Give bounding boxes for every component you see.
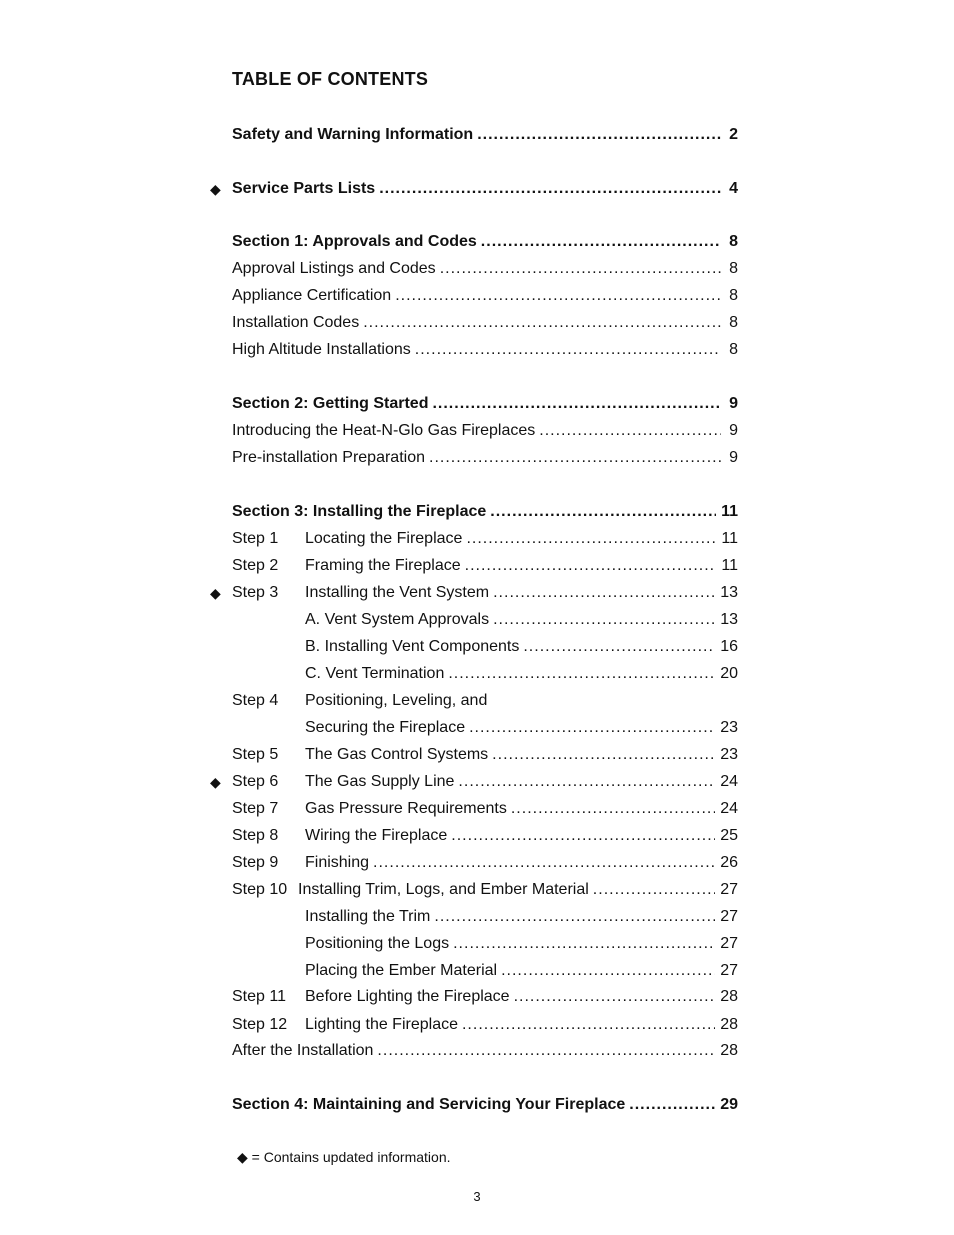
toc-label: Positioning, Leveling, and xyxy=(305,692,488,709)
toc-page: 26 xyxy=(720,854,738,871)
toc-page: 20 xyxy=(720,665,738,682)
toc-page: 2 xyxy=(729,126,738,143)
toc-label: Introducing the Heat-N-Glo Gas Fireplaces xyxy=(232,422,536,439)
dot-leader xyxy=(373,852,715,874)
toc-label: Pre-installation Preparation xyxy=(232,449,425,466)
dot-leader xyxy=(434,906,715,928)
dot-leader xyxy=(490,501,716,523)
toc-page: 11 xyxy=(721,503,738,520)
step-number: Step 9 xyxy=(232,854,279,871)
toc-page: 23 xyxy=(720,746,738,763)
step-number: Step 11 xyxy=(232,988,286,1005)
step-number: Step 2 xyxy=(232,557,279,574)
toc-entry[interactable] xyxy=(232,339,738,361)
toc-entry-step[interactable] xyxy=(232,879,738,901)
step-number: Step 12 xyxy=(232,1016,288,1033)
toc-page: 9 xyxy=(729,449,738,466)
toc-label: Section 3: Installing the Fireplace xyxy=(232,503,487,520)
toc-entry[interactable] xyxy=(232,420,738,442)
updated-marker-icon: ◆ xyxy=(210,181,221,197)
toc-label: Positioning the Logs xyxy=(305,935,450,952)
toc-entry-section-1[interactable] xyxy=(232,231,738,253)
toc-label: High Altitude Installations xyxy=(232,341,411,358)
toc-page: 9 xyxy=(729,422,738,439)
toc-page: 13 xyxy=(720,611,738,628)
toc-entry-substep[interactable] xyxy=(305,636,738,658)
dot-leader xyxy=(377,1040,715,1062)
dot-leader xyxy=(539,420,721,442)
toc-page: 4 xyxy=(729,180,738,197)
toc-entry-step[interactable] xyxy=(232,744,738,766)
toc-page: 8 xyxy=(729,341,738,358)
dot-leader xyxy=(511,798,715,820)
toc-entry-step[interactable] xyxy=(232,1014,738,1036)
toc-label: Finishing xyxy=(305,854,370,871)
toc-entry-section-3[interactable] xyxy=(232,501,738,523)
toc-entry-step[interactable] xyxy=(232,771,738,793)
dot-leader xyxy=(395,285,721,307)
toc-page: 25 xyxy=(720,827,738,844)
toc-entry-step[interactable] xyxy=(232,690,487,712)
dot-leader xyxy=(432,393,721,415)
toc-label: Lighting the Fireplace xyxy=(305,1016,458,1033)
toc-label: Gas Pressure Requirements xyxy=(305,800,507,817)
toc-page: 27 xyxy=(720,962,738,979)
toc-entry[interactable] xyxy=(232,447,738,469)
dot-leader xyxy=(462,1014,715,1036)
toc-entry-safety[interactable] xyxy=(232,124,738,146)
toc-entry-substep[interactable] xyxy=(305,906,738,928)
step-number: Step 3 xyxy=(232,584,279,601)
toc-page: 29 xyxy=(720,1096,738,1113)
toc-label: A. Vent System Approvals xyxy=(305,611,490,628)
updated-marker-icon: ◆ xyxy=(210,774,221,790)
toc-page: 8 xyxy=(729,314,738,331)
dot-leader xyxy=(629,1094,715,1116)
toc-page: 8 xyxy=(729,287,738,304)
toc-label: Appliance Certification xyxy=(232,287,392,304)
toc-entry-step[interactable] xyxy=(232,825,738,847)
dot-leader xyxy=(593,879,715,901)
toc-label: Approval Listings and Codes xyxy=(232,260,436,277)
dot-leader xyxy=(501,960,715,982)
dot-leader xyxy=(493,609,715,631)
toc-entry-step[interactable] xyxy=(232,852,738,874)
step-number: Step 7 xyxy=(232,800,279,817)
dot-leader xyxy=(481,231,721,253)
dot-leader xyxy=(440,258,721,280)
toc-page: 28 xyxy=(720,1016,738,1033)
dot-leader xyxy=(415,339,721,361)
step-number: Step 10 xyxy=(232,881,288,898)
page-title: TABLE OF CONTENTS xyxy=(232,69,429,89)
toc-page: 28 xyxy=(720,988,738,1005)
step-number: Step 4 xyxy=(232,692,279,709)
dot-leader xyxy=(448,663,715,685)
toc-label: After the Installation xyxy=(232,1042,374,1059)
dot-leader xyxy=(523,636,715,658)
toc-page: 27 xyxy=(720,908,738,925)
toc-page: 11 xyxy=(721,530,738,547)
dot-leader xyxy=(492,744,715,766)
dot-leader xyxy=(429,447,721,469)
toc-page: 8 xyxy=(729,260,738,277)
dot-leader xyxy=(469,717,715,739)
toc-label: Installing the Trim xyxy=(305,908,431,925)
toc-page: 23 xyxy=(720,719,738,736)
toc-label: Before Lighting the Fireplace xyxy=(305,988,510,1005)
dot-leader xyxy=(451,825,715,847)
toc-entry-section-2[interactable] xyxy=(232,393,738,415)
toc-label: Section 1: Approvals and Codes xyxy=(232,233,477,250)
step-number: Step 5 xyxy=(232,746,279,763)
toc-page: 9 xyxy=(729,395,738,412)
toc-entry-substep[interactable] xyxy=(305,609,738,631)
dot-leader xyxy=(465,555,717,577)
dot-leader xyxy=(453,933,715,955)
toc-label: Installing Trim, Logs, and Ember Material xyxy=(298,881,589,898)
toc-entry-substep[interactable] xyxy=(305,663,738,685)
toc-label: The Gas Control Systems xyxy=(305,746,489,763)
step-number: Step 8 xyxy=(232,827,279,844)
toc-label: Section 2: Getting Started xyxy=(232,395,429,412)
toc-label: B. Installing Vent Components xyxy=(305,638,520,655)
toc-label: The Gas Supply Line xyxy=(305,773,455,790)
dot-leader xyxy=(477,124,721,146)
toc-entry-step[interactable] xyxy=(232,555,738,577)
toc-entry-step[interactable] xyxy=(232,528,738,550)
page-number: 3 xyxy=(473,1189,481,1204)
dot-leader xyxy=(493,582,715,604)
toc-entry-substep[interactable] xyxy=(305,717,738,739)
toc-page: 13 xyxy=(720,584,738,601)
toc-entry-parts[interactable] xyxy=(232,178,738,200)
step-number: Step 6 xyxy=(232,773,279,790)
toc-label: Framing the Fireplace xyxy=(305,557,461,574)
toc-page: 27 xyxy=(720,881,738,898)
toc-label: Wiring the Fireplace xyxy=(305,827,448,844)
toc-entry-step[interactable] xyxy=(232,986,738,1008)
toc-label: Section 4: Maintaining and Servicing Your Fireplace xyxy=(232,1096,626,1113)
dot-leader xyxy=(363,312,721,334)
toc-entry-step[interactable] xyxy=(232,798,738,820)
toc-entry[interactable] xyxy=(232,1040,738,1062)
toc-label: Installation Codes xyxy=(232,314,360,331)
toc-label: Safety and Warning Information xyxy=(232,126,474,143)
toc-entry[interactable] xyxy=(232,258,738,280)
legend-note: ◆ = Contains updated information. xyxy=(237,1149,451,1165)
step-number: Step 1 xyxy=(232,530,279,547)
toc-page: 16 xyxy=(720,638,738,655)
dot-leader xyxy=(458,771,715,793)
toc-label: Locating the Fireplace xyxy=(305,530,463,547)
toc-page: 24 xyxy=(720,773,738,790)
dot-leader xyxy=(379,178,721,200)
toc-page: 24 xyxy=(720,800,738,817)
toc-entry[interactable] xyxy=(232,285,738,307)
updated-marker-icon: ◆ xyxy=(210,585,221,601)
toc-label: Securing the Fireplace xyxy=(305,719,466,736)
dot-leader xyxy=(514,986,716,1008)
toc-label: Installing the Vent System xyxy=(305,584,490,601)
toc-entry-step[interactable] xyxy=(232,582,738,604)
toc-entry-substep[interactable] xyxy=(305,960,738,982)
toc-label: Placing the Ember Material xyxy=(305,962,498,979)
toc-page: 28 xyxy=(720,1042,738,1059)
toc-page: 8 xyxy=(729,233,738,250)
toc-label: Service Parts Lists xyxy=(232,180,376,197)
toc-page: 27 xyxy=(720,935,738,952)
toc-entry-section-4[interactable] xyxy=(232,1094,738,1116)
toc-label: C. Vent Termination xyxy=(305,665,445,682)
toc-entry-substep[interactable] xyxy=(305,933,738,955)
dot-leader xyxy=(466,528,716,550)
toc-page: 11 xyxy=(721,557,738,574)
toc-entry[interactable] xyxy=(232,312,738,334)
